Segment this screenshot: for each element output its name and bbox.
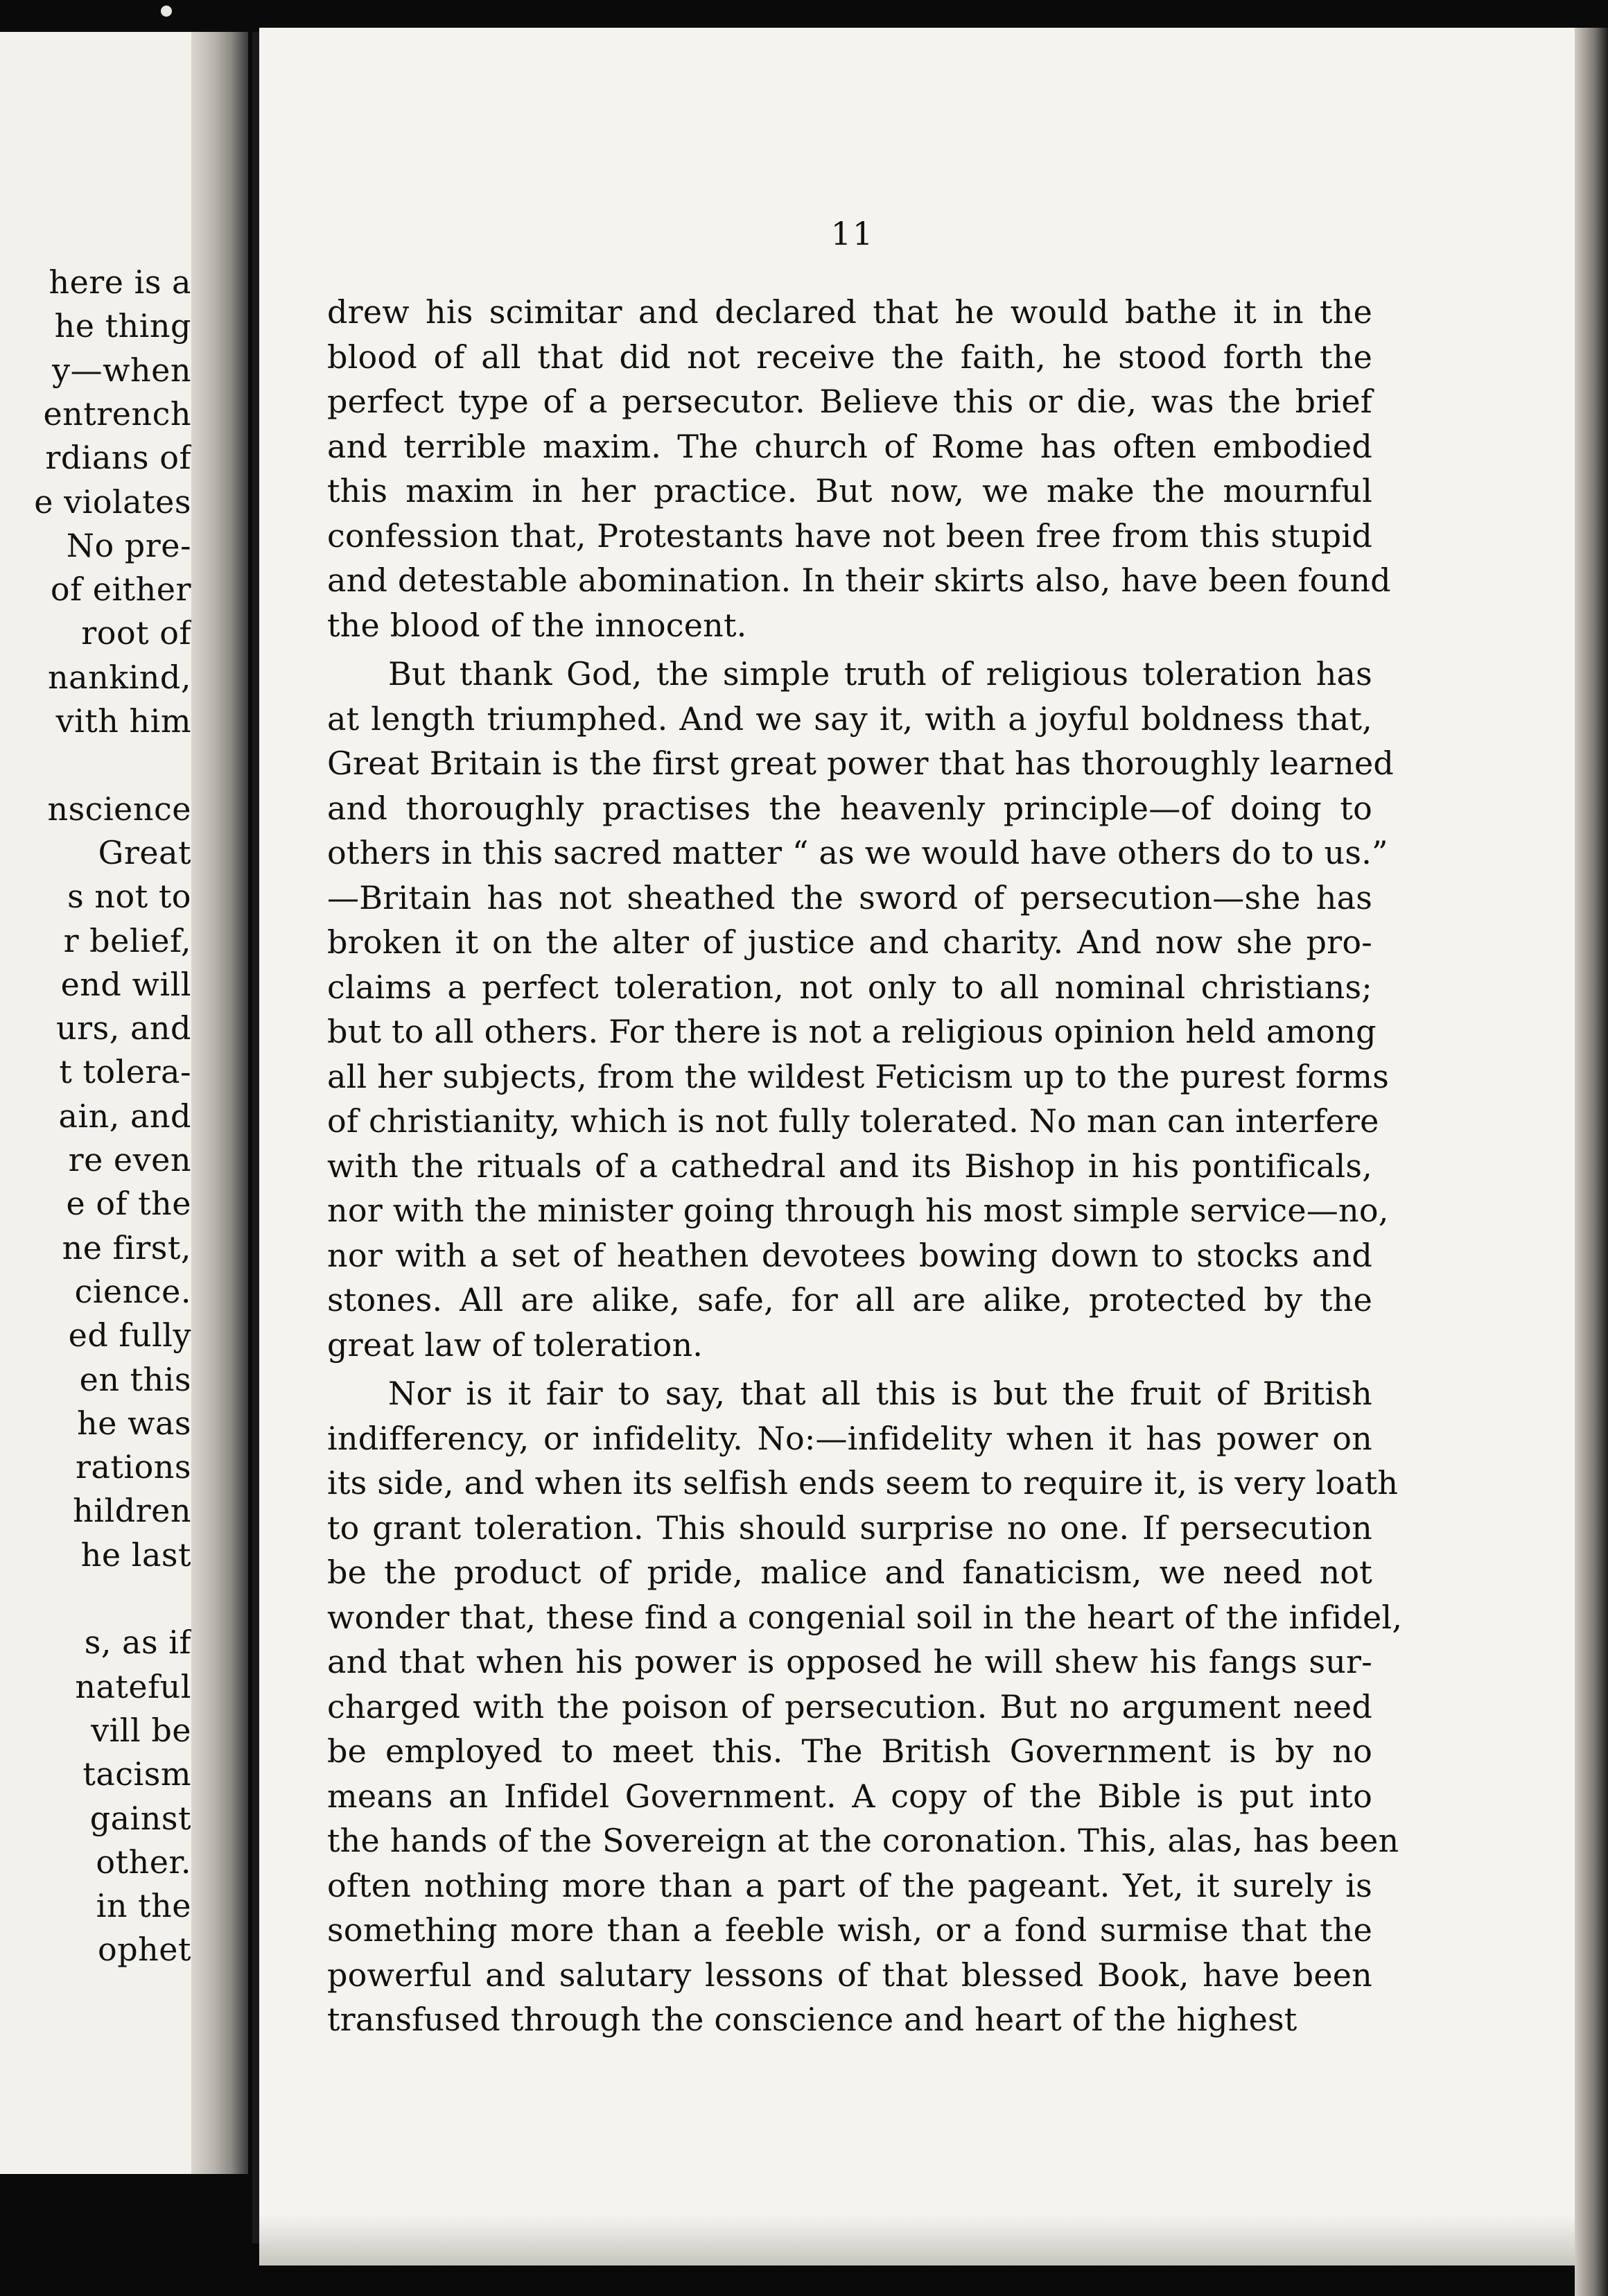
left-page-line: in the [96,1887,191,1925]
left-page-line: here is a [49,263,191,301]
text-line: often nothing more than a part of the pageant. Yet, it surely is [327,1866,1372,1904]
text-line: the hands of the Sovereign at the coronation. This, alas, has been [327,1822,1399,1859]
left-page-line: ophet [98,1931,191,1969]
left-page-line: other. [96,1843,191,1881]
left-page-line: ne first, [62,1228,191,1267]
left-page-line: nateful [75,1667,191,1705]
left-page-line: e of the [66,1185,191,1223]
text-line: means an Infidel Government. A copy of the Bible is put into [327,1777,1372,1815]
left-page-line: re even [68,1141,191,1179]
text-line: stones. All are alike, safe, for all are alike, protected by the [327,1281,1372,1319]
left-page-line: No pre- [66,526,191,564]
body-text [327,290,1403,2042]
left-page-line: e violates [34,482,191,521]
text-line: transfused through the conscience and heart of the highest [327,2001,1297,2038]
left-page-line: vith him [55,702,191,740]
text-line: and thoroughly practises the heavenly principle—of doing to [327,789,1372,827]
text-line: and terrible maxim. The church of Rome has often embodied [327,427,1372,465]
left-page-line: t tolera- [59,1053,191,1091]
left-page-line: entrench [43,394,191,433]
main-page [259,28,1575,2265]
page-number: 11 [830,215,875,252]
text-line: with the rituals of a cathedral and its Bishop in his pontificals, [327,1147,1372,1185]
text-line: claims a perfect toleration, not only to all nominal christians; [327,968,1372,1006]
left-page-line: cience. [74,1272,191,1310]
text-line: be the product of pride, malice and fanaticism, we need not [327,1554,1372,1591]
left-page-line: s, as if [84,1624,191,1662]
text-line: to grant toleration. This should surprise no one. If persecution [327,1508,1372,1547]
text-line: Great Britain is the first great power that has thoroughly learned [327,745,1395,782]
text-line: Nor is it fair to say, that all this is but the fruit of British [388,1375,1372,1412]
left-page-line: nscience [47,790,191,828]
text-line: great law of toleration. [327,1325,704,1364]
left-page-line: hildren [73,1492,191,1530]
text-line: indifferency, or infidelity. No:—infidelity when it has power on [327,1419,1372,1457]
text-line: the blood of the innocent. [327,606,747,644]
left-page-line: s not to [67,878,191,916]
left-page-line: he was [77,1404,191,1442]
page-bottom-shadow [259,2216,1575,2265]
text-line: But thank God, the simple truth of religious toleration has [388,655,1372,693]
scan-speck [161,6,172,17]
text-line: and detestable abomination. In their skirts also, have been found [327,562,1391,599]
left-page-line: rdians of [45,439,191,477]
left-page-line: Great [98,833,191,871]
left-page-line: ain, and [58,1097,191,1135]
left-page-line: root of [81,614,191,652]
text-line: but to all others. For there is not a religious opinion held among [327,1013,1377,1050]
text-line: and that when his power is opposed he will shew his fangs sur- [327,1643,1372,1680]
text-line: be employed to meet this. The British Government is by no [327,1732,1372,1770]
left-page-line: end will [60,965,191,1003]
text-line: powerful and salutary lessons of that blessed Book, have been [327,1956,1372,1994]
left-page-line: tacism [82,1755,191,1793]
page-gutter-line [252,32,259,2243]
left-page-line: en this [79,1360,191,1398]
text-line: drew his scimitar and declared that he would bathe it in the [327,293,1372,331]
left-page-line: he last [80,1536,191,1574]
right-page-edge [1575,28,1608,2296]
left-facing-page [0,32,191,2174]
text-line: wonder that, these find a congenial soil in the heart of the infidel, [327,1598,1403,1636]
left-page-line: vill be [91,1711,191,1749]
text-line: nor with the minister going through his most simple service—no, [327,1192,1389,1229]
left-page-line: gainst [89,1799,191,1837]
left-page-line: he thing [54,307,191,345]
left-page-line: nankind, [48,658,191,696]
left-page-line: of either [50,571,191,609]
text-line: —Britain has not sheathed the sword of persecution—she has [327,878,1372,916]
text-line: charged with the poison of persecution. But no argument need [327,1687,1372,1725]
left-page-line: y—when [52,351,191,389]
text-line: nor with a set of heathen devotees bowing down to stocks and [327,1236,1372,1274]
left-page-line: rations [75,1448,191,1486]
text-line: this maxim in her practice. But now, we make the mournful [327,472,1372,510]
text-line: perfect type of a persecutor. Believe this or die, was the brief [327,383,1372,420]
text-line: of christianity, which is not fully tolerated. No man can interfere [327,1102,1379,1140]
left-page-line: urs, and [56,1009,191,1047]
left-page-line: r belief, [63,921,191,959]
text-line: blood of all that did not receive the faith, he stood forth the [327,338,1372,376]
text-line: others in this sacred matter “ as we would have others do to us.” [327,834,1388,871]
text-line: all her subjects, from the wildest Feticism up to the purest forms [327,1057,1390,1095]
text-line: something more than a feeble wish, or a fond surmise that the [327,1911,1372,1949]
page-gutter-shadow [191,32,248,2174]
text-line: at length triumphed. And we say it, with a joyful boldness that, [327,699,1372,738]
text-line: its side, and when its selfish ends seem to require it, is very loath [327,1464,1399,1502]
left-page-line: ed fully [68,1316,191,1355]
text-line: confession that, Protestants have not been free from this stupid [327,516,1372,555]
text-line: broken it on the alter of justice and charity. And now she pro- [327,923,1372,961]
